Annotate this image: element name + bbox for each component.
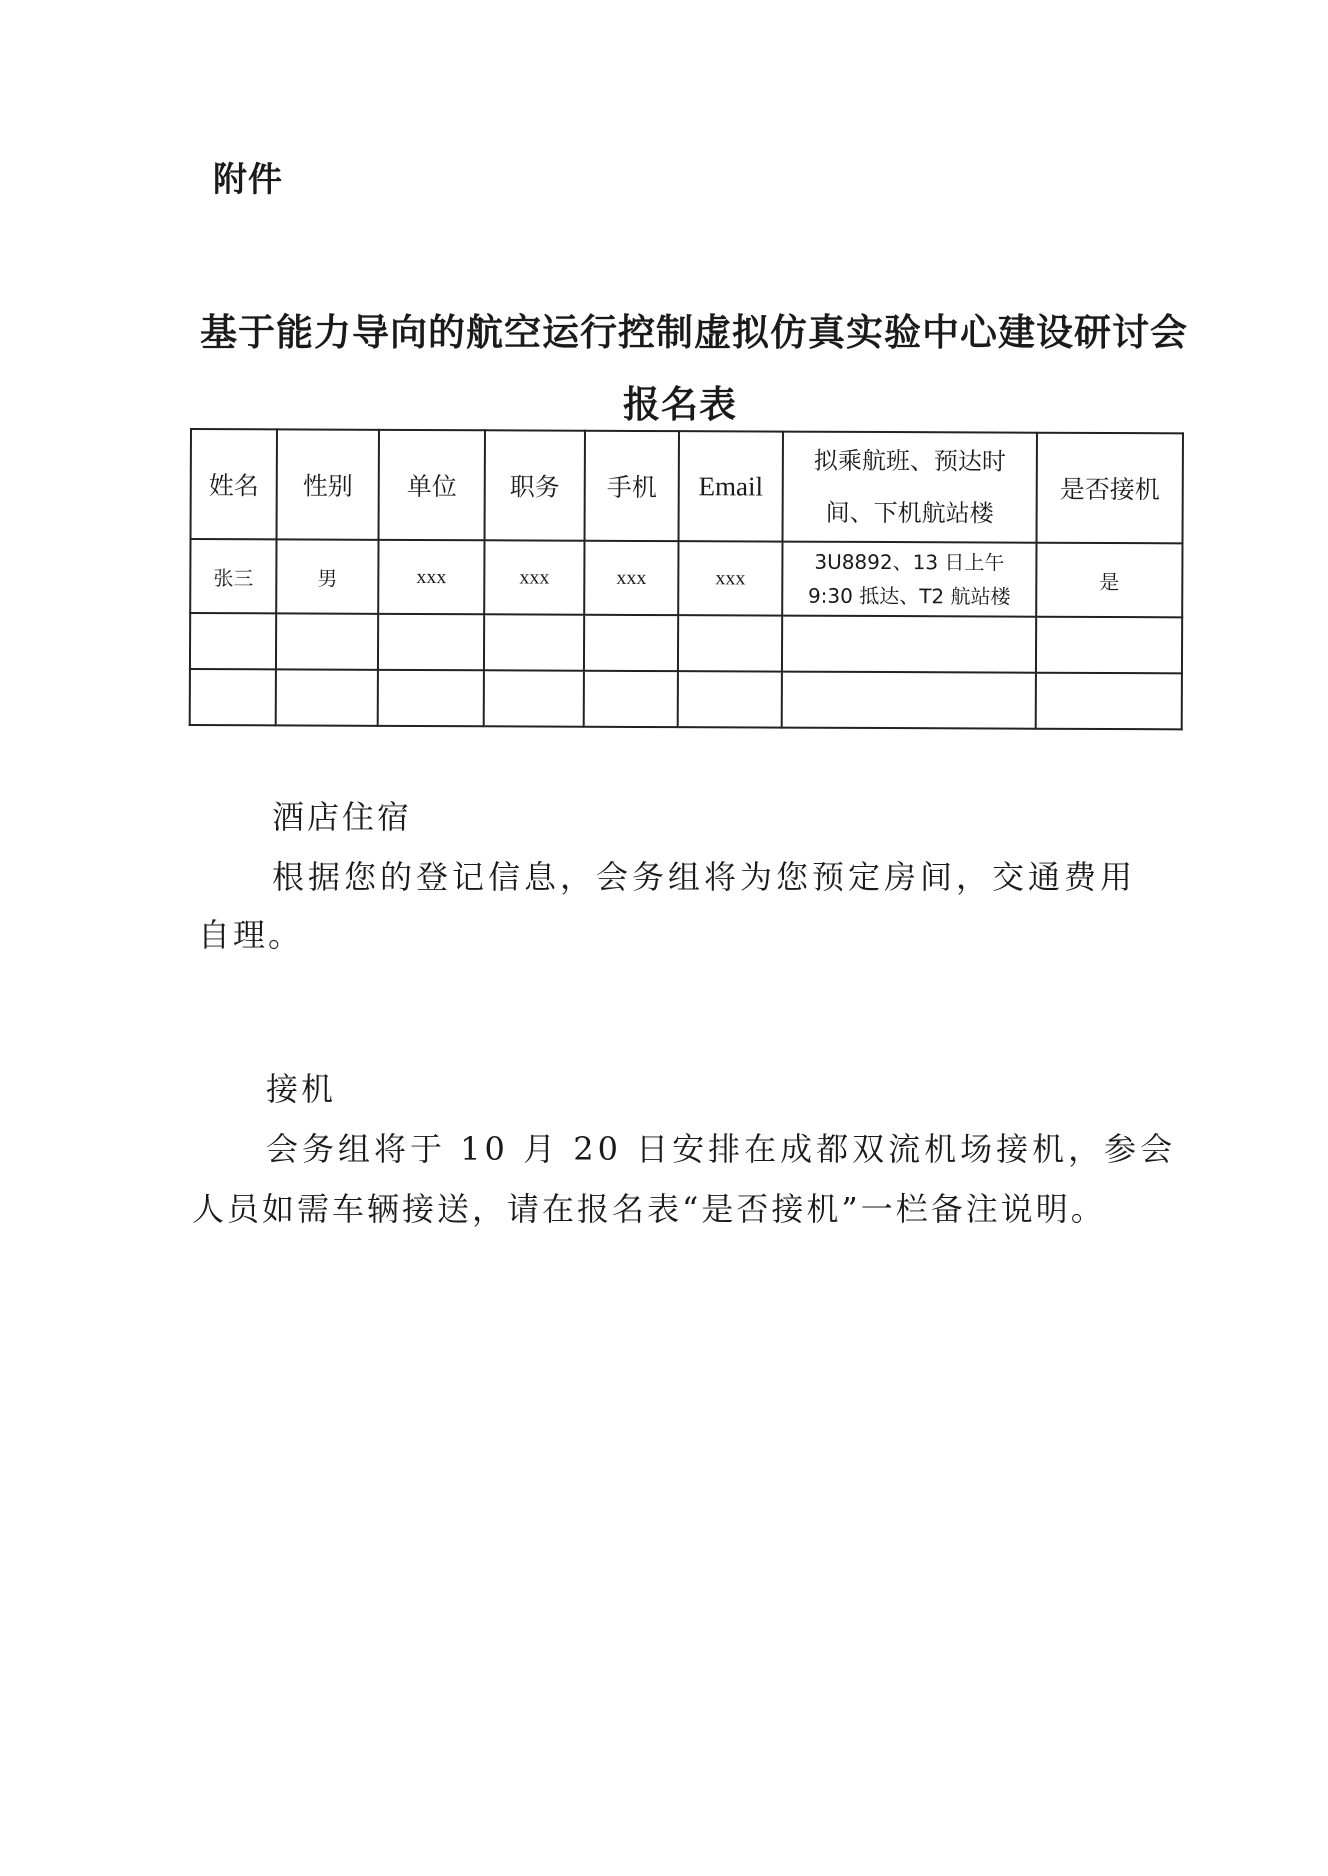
hotel-text-line1: 根据您的登记信息，会务组将为您预定房间，交通费用 [272, 858, 1137, 896]
attachment-label: 附件 [213, 160, 283, 200]
pickup-heading: 接机 [266, 1070, 337, 1108]
cell-flight-line1: 3U8892、13 日上午 [814, 549, 1005, 575]
empty-cell [1036, 673, 1182, 730]
empty-cell [584, 615, 678, 671]
cell-unit: xxx [378, 540, 484, 614]
empty-cell [484, 614, 584, 670]
cell-phone: xxx [584, 541, 678, 615]
cell-email: xxx [678, 541, 782, 615]
cell-flight-line2: 9:30 抵达、T2 航站楼 [807, 583, 1011, 609]
empty-cell [276, 669, 378, 725]
empty-cell [782, 672, 1036, 729]
header-unit: 单位 [379, 430, 485, 540]
pickup-text-line1: 会务组将于 10 月 20 日安排在成都双流机场接机，参会 [266, 1130, 1177, 1168]
empty-cell [190, 669, 276, 725]
table-row-empty [190, 613, 1182, 673]
header-pickup: 是否接机 [1037, 433, 1183, 544]
registration-table [189, 428, 1184, 730]
header-phone: 手机 [585, 431, 679, 541]
table-row [190, 539, 1182, 617]
header-gender: 性别 [277, 429, 379, 539]
header-email: Email [679, 431, 783, 541]
empty-cell [678, 615, 782, 671]
document-subtitle: 报名表 [623, 383, 737, 426]
cell-flight [782, 542, 1036, 617]
empty-cell [276, 613, 378, 669]
pickup-text-line2: 人员如需车辆接送，请在报名表“是否接机”一栏备注说明。 [192, 1190, 1106, 1228]
table-header-row [191, 429, 1183, 543]
cell-pickup: 是 [1036, 543, 1182, 618]
table-row-empty [190, 669, 1182, 729]
header-flight [783, 432, 1037, 543]
empty-cell [484, 670, 584, 726]
header-flight-line1: 拟乘航班、预达时 [813, 446, 1006, 476]
cell-name: 张三 [190, 539, 276, 613]
empty-cell [190, 613, 276, 669]
empty-cell [782, 616, 1036, 673]
document-title: 基于能力导向的航空运行控制虚拟仿真实验中心建设研讨会 [200, 311, 1188, 354]
empty-cell [378, 614, 484, 670]
empty-cell [1036, 617, 1182, 674]
empty-cell [678, 671, 782, 727]
header-name: 姓名 [191, 429, 277, 539]
hotel-heading: 酒店住宿 [272, 798, 413, 836]
empty-cell [584, 671, 678, 727]
hotel-text-line2: 自理。 [198, 916, 304, 954]
empty-cell [378, 670, 484, 726]
cell-gender: 男 [276, 539, 378, 613]
header-position: 职务 [485, 430, 585, 540]
header-flight-line2: 间、下机航站楼 [825, 498, 994, 528]
cell-position: xxx [484, 540, 584, 614]
